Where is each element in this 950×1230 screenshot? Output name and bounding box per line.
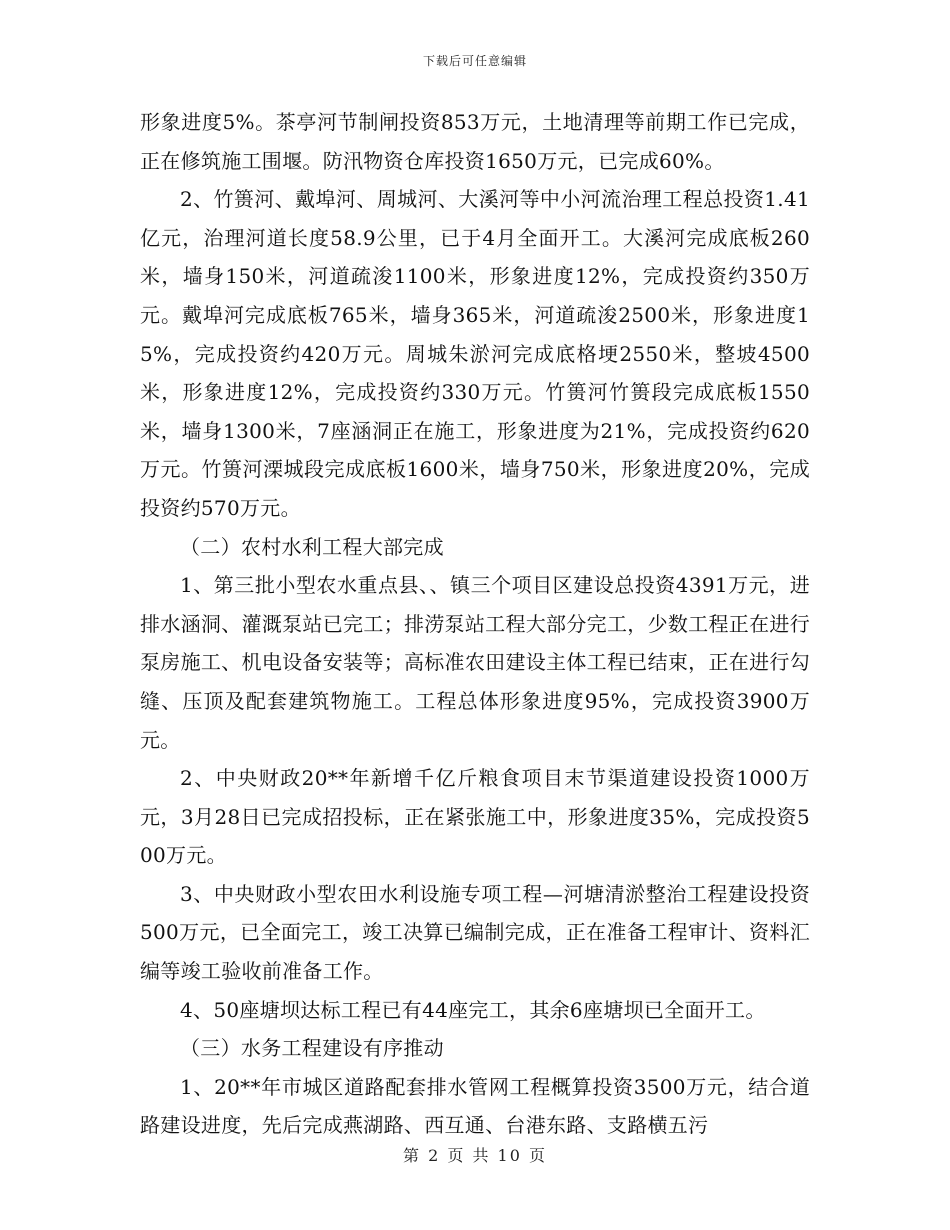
section-heading: （二）农村水利工程大部完成 [180, 534, 444, 559]
paragraph: 形象进度5%。茶亭河节制闸投资853万元，土地清理等前期工作已完成，正在修筑施工围堰。防汛物资仓库投资1650万元，已完成60%。 [140, 110, 810, 173]
paragraph: 3、中央财政小型农田水利设施专项工程—河塘清淤整治工程建设投资500万元，已全面完工，竣工决算已编制完成，正在准备工程审计、资料汇编等竣工验收前准备工作。 [140, 881, 810, 984]
page-number: 第 2 页 共 10 页 [403, 1146, 547, 1165]
paragraph: 2、竹篑河、戴埠河、周城河、大溪河等中小河流治理工程总投资1.41亿元，治理河道长度58.9公里，已于4月全面开工。大溪河完成底板260米，墙身150米，河道疏浚1100米，形象进度12%，完成投资约350万元。戴埠河完成底板765米，墙身365米，河道疏浚2500米，形象进度15%，完成投资约420万元。周城朱淤河完成底格埂2550米，整坡4500米，形象进度12%，完成投资约330万元。竹篑河竹篑段完成底板1550米，墙身1300米，7座涵洞正在施工，形象进度为21%，完成投资约620万元。竹篑河溧城段完成底板1600米，墙身750米，形象进度20%，完成投资约570万元。 [140, 187, 810, 520]
paragraph: 1、第三批小型农水重点县、、镇三个项目区建设总投资4391万元，进排水涵洞、灌溉泵站已完工；排涝泵站工程大部分完工，少数工程正在进行泵房施工、机电设备安装等；高标准农田建设主体工程已结束，正在进行勾缝、压顶及配套建筑物施工。工程总体形象进度95%，完成投资3900万元。 [140, 573, 810, 752]
paragraph: 1、20**年市城区道路配套排水管网工程概算投资3500万元，结合道路建设进度，先后完成燕湖路、西互通、台港东路、支路横五污 [140, 1074, 810, 1138]
page-header: 下载后可任意编辑 [422, 54, 527, 68]
paragraph: 4、50座塘坝达标工程已有44座完工，其余6座塘坝已全面开工。 [180, 997, 766, 1022]
document-body [140, 103, 810, 1145]
paragraph: 2、中央财政20**年新增千亿斤粮食项目末节渠道建设投资1000万元，3月28日已完成招投标，正在紧张施工中，形象进度35%，完成投资500万元。 [140, 766, 810, 868]
section-heading: （三）水务工程建设有序推动 [180, 1036, 444, 1061]
